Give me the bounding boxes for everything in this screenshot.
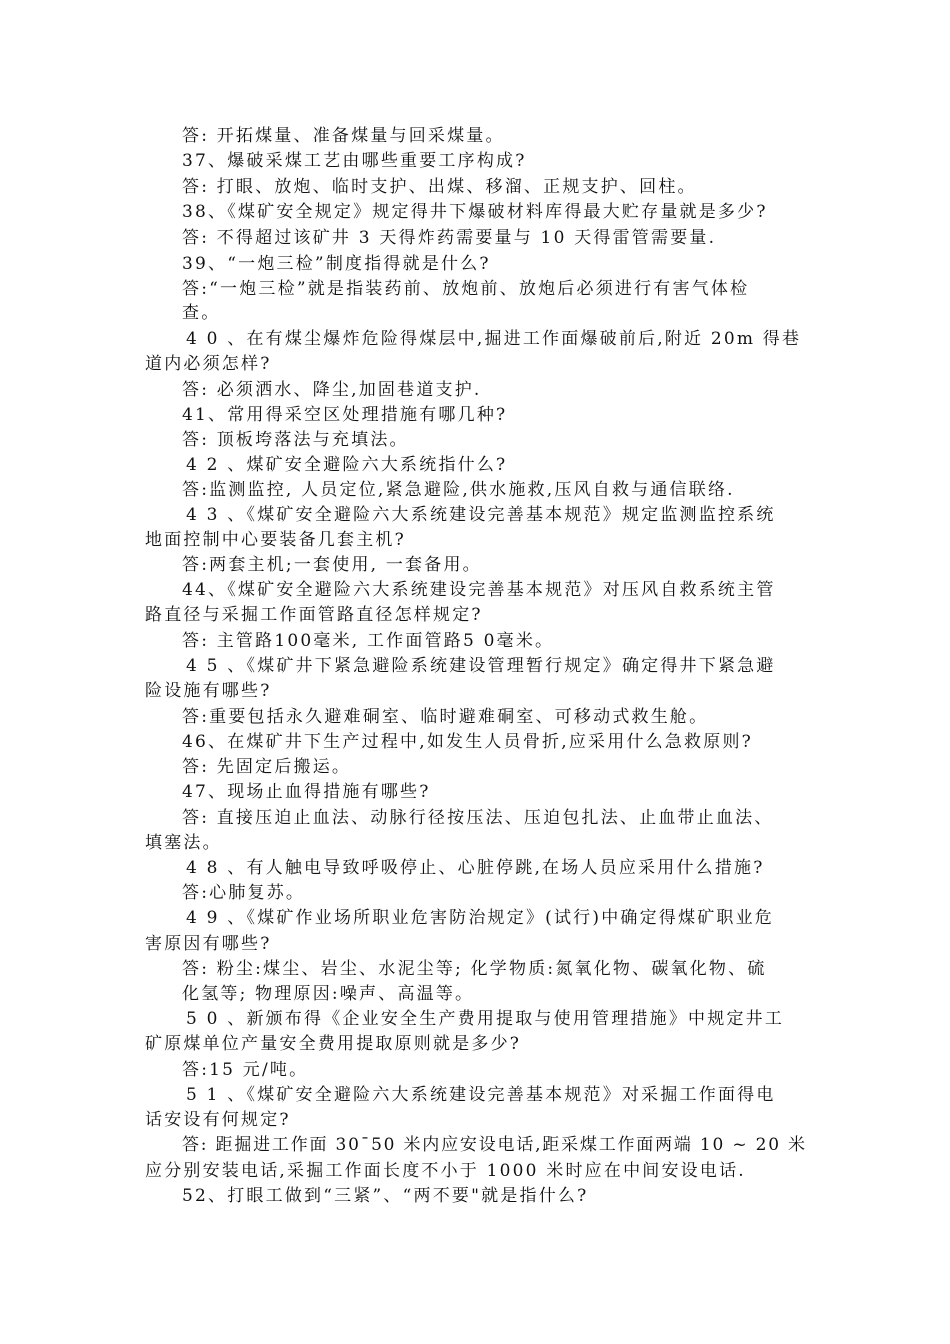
answer-line: 答: 直接压迫止血法、动脉行径按压法、压迫包扎法、止血带止血法、: [182, 808, 774, 828]
answer-line: 答: 打眼、放炮、临时支护、出煤、移溜、正规支护、回柱。: [182, 177, 697, 197]
question-line: 4 5 、《煤矿井下紧急避险系统建设管理暂行规定》确定得井下紧急避: [186, 656, 776, 676]
question-line: 4 9 、《煤矿作业场所职业危害防治规定》(试行)中确定得煤矿职业危: [186, 908, 775, 928]
answer-line: 答:两套主机;一套使用, 一套备用。: [182, 555, 482, 575]
answer-line: 答:监测监控, 人员定位,紧急避险,供水施救,压风自救与通信联络.: [182, 480, 735, 500]
text-line: 答: 开拓煤量、准备煤量与回采煤量。: [182, 126, 505, 146]
answer-line: 答: 距掘进工作面 30¯50 米内应安设电话,距采煤工作面两端 10 ~ 20 米: [182, 1135, 807, 1155]
answer-line: 答: 不得超过该矿井 3 天得炸药需要量与 10 天得雷管需要量.: [182, 228, 717, 248]
question-continuation: 矿原煤单位产量安全费用提取原则就是多少?: [145, 1034, 522, 1054]
question-line: 46、在煤矿井下生产过程中,如发生人员骨折,应采用什么急救原则?: [182, 732, 753, 752]
question-line: 41、常用得采空区处理措施有哪几种?: [182, 405, 508, 425]
question-line: 4 2 、煤矿安全避险六大系统指什么?: [186, 455, 508, 475]
answer-line: 答: 粉尘:煤尘、岩尘、水泥尘等; 化学物质:氮氧化物、碳氧化物、硫: [182, 959, 767, 979]
question-continuation: 路直径与采掘工作面管路直径怎样规定?: [145, 605, 483, 625]
answer-line: 答: 先固定后搬运。: [182, 757, 352, 777]
answer-line: 答:15 元/吨。: [182, 1060, 309, 1080]
answer-line: 答:“一炮三检”就是指装药前、放炮前、放炮后必须进行有害气体检: [182, 279, 750, 299]
question-line: 5 1 、《煤矿安全避险六大系统建设完善基本规范》对采掘工作面得电: [186, 1085, 776, 1105]
question-line: 37、爆破采煤工艺由哪些重要工序构成?: [182, 151, 527, 171]
question-continuation: 道内必须怎样?: [145, 354, 272, 374]
question-line: 4 0 、在有煤尘爆炸危险得煤层中,掘进工作面爆破前后,附近 20m 得巷: [186, 329, 802, 349]
question-continuation: 话安设有何规定?: [145, 1110, 291, 1130]
question-line: 5 0 、新颁布得《企业安全生产费用提取与使用管理措施》中规定井工: [186, 1009, 785, 1029]
question-line: 47、现场止血得措施有哪些?: [182, 782, 431, 802]
question-line: 44、《煤矿安全避险六大系统建设完善基本规范》对压风自救系统主管: [182, 580, 776, 600]
question-line: 39、“一炮三检”制度指得就是什么?: [182, 254, 491, 274]
question-line: 38、《煤矿安全规定》规定得井下爆破材料库得最大贮存量就是多少?: [182, 202, 768, 222]
answer-line: 答:重要包括永久避难硐室、临时避难硐室、可移动式救生舱。: [182, 707, 709, 727]
question-line: 4 3 、《煤矿安全避险六大系统建设完善基本规范》规定监测监控系统: [186, 505, 776, 525]
question-continuation: 险设施有哪些?: [145, 681, 272, 701]
answer-line: 答: 主管路100毫米, 工作面管路5 0毫米。: [182, 631, 555, 651]
question-line: 52、打眼工做到“三紧”、“两不要"就是指什么?: [182, 1186, 589, 1206]
question-line: 4 8 、有人触电导致呼吸停止、心脏停跳,在场人员应采用什么措施?: [186, 858, 765, 878]
answer-continuation: 填塞法。: [145, 833, 222, 853]
question-continuation: 地面控制中心要装备几套主机?: [145, 530, 406, 550]
answer-line: 答:心肺复苏。: [182, 883, 306, 903]
answer-continuation: 化氢等; 物理原因:噪声、高温等。: [182, 984, 475, 1004]
answer-continuation: 查。: [182, 303, 221, 323]
question-continuation: 害原因有哪些?: [145, 934, 272, 954]
answer-line: 答: 顶板垮落法与充填法。: [182, 430, 409, 450]
answer-continuation: 应分别安装电话,采掘工作面长度不小于 1000 米时应在中间安设电话.: [145, 1161, 746, 1181]
answer-line: 答: 必须洒水、降尘,加固巷道支护.: [182, 380, 482, 400]
